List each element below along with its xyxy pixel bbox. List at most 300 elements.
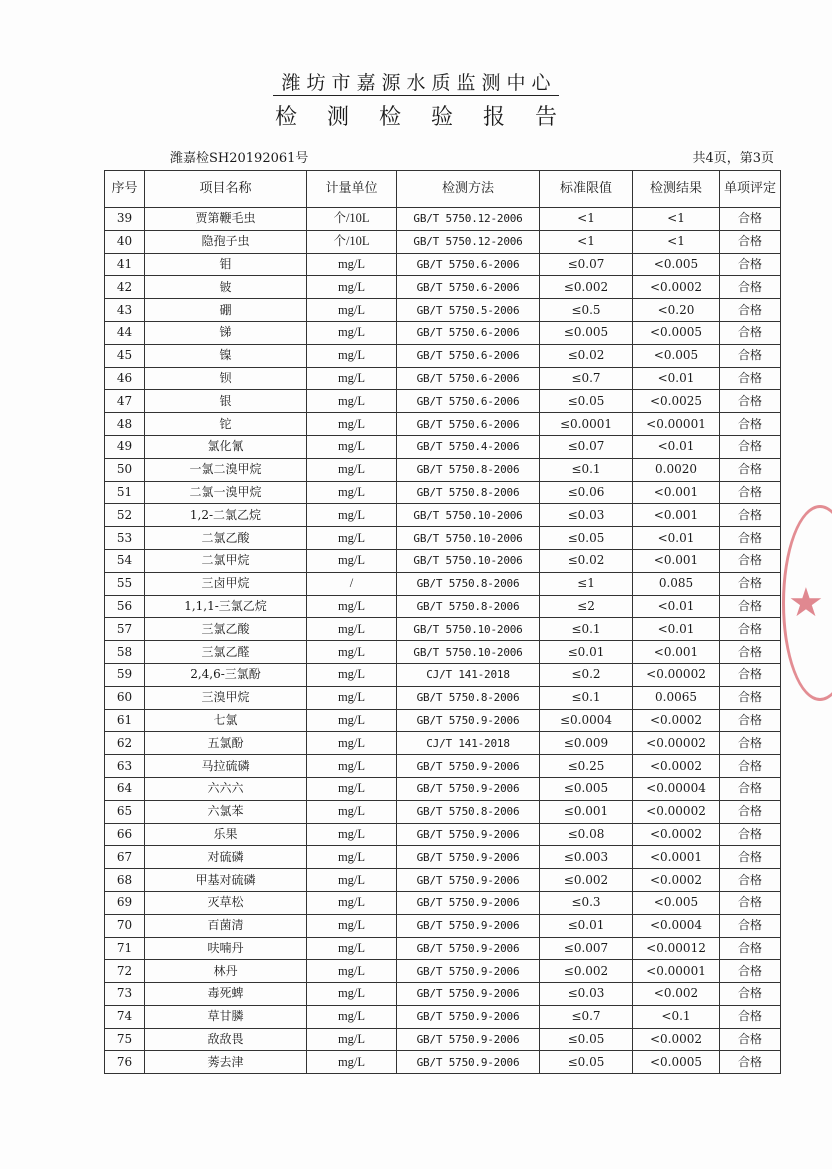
table-row <box>105 435 781 458</box>
cell-unit: mg/L <box>307 321 397 344</box>
cell-result: <0.00001 <box>633 960 720 983</box>
cell-item-name: 隐孢子虫 <box>145 230 307 253</box>
cell-index: 44 <box>105 321 145 344</box>
results-table <box>104 170 781 1074</box>
cell-result: 0.0065 <box>633 686 720 709</box>
cell-result: <0.0005 <box>633 321 720 344</box>
cell-item-name: 二氯乙酸 <box>145 527 307 550</box>
cell-item-name: 林丹 <box>145 960 307 983</box>
cell-item-name: 贾第鞭毛虫 <box>145 208 307 231</box>
cell-evaluation: 合格 <box>720 344 781 367</box>
table-row <box>105 709 781 732</box>
cell-limit: ≤0.02 <box>540 549 633 572</box>
page-info: 共4页，第3页 <box>692 151 774 166</box>
cell-item-name: 马拉硫磷 <box>145 755 307 778</box>
cell-index: 52 <box>105 504 145 527</box>
cell-limit: ≤0.003 <box>540 846 633 869</box>
cell-result: <1 <box>633 230 720 253</box>
col-header-item: 项目名称 <box>145 171 307 208</box>
cell-method: GB/T 5750.12-2006 <box>397 230 540 253</box>
cell-result: <0.005 <box>633 891 720 914</box>
cell-result: <0.0002 <box>633 823 720 846</box>
cell-result: <0.20 <box>633 299 720 322</box>
cell-limit: ≤0.1 <box>540 458 633 481</box>
cell-evaluation: 合格 <box>720 276 781 299</box>
cell-item-name: 硼 <box>145 299 307 322</box>
cell-method: GB/T 5750.10-2006 <box>397 504 540 527</box>
cell-limit: <1 <box>540 230 633 253</box>
cell-limit: ≤0.005 <box>540 321 633 344</box>
cell-method: GB/T 5750.6-2006 <box>397 344 540 367</box>
cell-item-name: 呋喃丹 <box>145 937 307 960</box>
cell-evaluation: 合格 <box>720 253 781 276</box>
cell-result: <0.0005 <box>633 1051 720 1074</box>
table-row <box>105 413 781 436</box>
cell-evaluation: 合格 <box>720 869 781 892</box>
cell-method: GB/T 5750.8-2006 <box>397 595 540 618</box>
cell-result: <0.005 <box>633 344 720 367</box>
cell-index: 45 <box>105 344 145 367</box>
table-row <box>105 572 781 595</box>
table-row <box>105 504 781 527</box>
cell-result: <0.0002 <box>633 755 720 778</box>
cell-method: GB/T 5750.9-2006 <box>397 1051 540 1074</box>
cell-item-name: 一氯二溴甲烷 <box>145 458 307 481</box>
table-row <box>105 1051 781 1074</box>
table-row <box>105 641 781 664</box>
cell-index: 75 <box>105 1028 145 1051</box>
cell-limit: ≤0.007 <box>540 937 633 960</box>
cell-index: 60 <box>105 686 145 709</box>
cell-evaluation: 合格 <box>720 960 781 983</box>
cell-item-name: 银 <box>145 390 307 413</box>
cell-index: 40 <box>105 230 145 253</box>
cell-evaluation: 合格 <box>720 937 781 960</box>
cell-evaluation: 合格 <box>720 663 781 686</box>
cell-unit: mg/L <box>307 755 397 778</box>
cell-unit: mg/L <box>307 823 397 846</box>
cell-item-name: 镍 <box>145 344 307 367</box>
cell-method: GB/T 5750.6-2006 <box>397 321 540 344</box>
cell-method: GB/T 5750.8-2006 <box>397 458 540 481</box>
cell-index: 54 <box>105 549 145 572</box>
cell-limit: ≤0.06 <box>540 481 633 504</box>
cell-method: GB/T 5750.9-2006 <box>397 983 540 1006</box>
table-body <box>105 208 781 1074</box>
cell-method: GB/T 5750.6-2006 <box>397 276 540 299</box>
table-row <box>105 299 781 322</box>
cell-item-name: 三卤甲烷 <box>145 572 307 595</box>
cell-item-name: 钡 <box>145 367 307 390</box>
table-row <box>105 732 781 755</box>
cell-method: GB/T 5750.8-2006 <box>397 572 540 595</box>
cell-index: 56 <box>105 595 145 618</box>
cell-item-name: 乐果 <box>145 823 307 846</box>
cell-evaluation: 合格 <box>720 549 781 572</box>
cell-limit: ≤0.03 <box>540 983 633 1006</box>
cell-index: 42 <box>105 276 145 299</box>
cell-result: <0.001 <box>633 504 720 527</box>
cell-unit: mg/L <box>307 435 397 458</box>
cell-index: 59 <box>105 663 145 686</box>
cell-item-name: 灭草松 <box>145 891 307 914</box>
cell-result: <0.0002 <box>633 276 720 299</box>
cell-unit: mg/L <box>307 641 397 664</box>
cell-unit: 个/10L <box>307 208 397 231</box>
cell-index: 67 <box>105 846 145 869</box>
cell-limit: ≤0.0001 <box>540 413 633 436</box>
table-row <box>105 686 781 709</box>
cell-unit: mg/L <box>307 1028 397 1051</box>
cell-method: GB/T 5750.10-2006 <box>397 549 540 572</box>
cell-evaluation: 合格 <box>720 1028 781 1051</box>
cell-method: GB/T 5750.9-2006 <box>397 846 540 869</box>
cell-index: 65 <box>105 800 145 823</box>
cell-unit: mg/L <box>307 458 397 481</box>
cell-item-name: 三溴甲烷 <box>145 686 307 709</box>
cell-evaluation: 合格 <box>720 823 781 846</box>
cell-evaluation: 合格 <box>720 983 781 1006</box>
cell-evaluation: 合格 <box>720 208 781 231</box>
cell-index: 70 <box>105 914 145 937</box>
cell-evaluation: 合格 <box>720 413 781 436</box>
cell-evaluation: 合格 <box>720 618 781 641</box>
cell-limit: ≤0.25 <box>540 755 633 778</box>
cell-item-name: 铍 <box>145 276 307 299</box>
table-row <box>105 527 781 550</box>
cell-evaluation: 合格 <box>720 299 781 322</box>
table-row <box>105 663 781 686</box>
cell-method: GB/T 5750.8-2006 <box>397 686 540 709</box>
cell-index: 76 <box>105 1051 145 1074</box>
cell-item-name: 三氯乙酸 <box>145 618 307 641</box>
cell-evaluation: 合格 <box>720 367 781 390</box>
cell-unit: mg/L <box>307 800 397 823</box>
cell-evaluation: 合格 <box>720 1005 781 1028</box>
cell-evaluation: 合格 <box>720 800 781 823</box>
cell-item-name: 敌敌畏 <box>145 1028 307 1051</box>
cell-limit: ≤0.009 <box>540 732 633 755</box>
report-title: 检测检验报告 <box>274 105 587 130</box>
cell-unit: mg/L <box>307 390 397 413</box>
table-row <box>105 253 781 276</box>
cell-item-name: 草甘膦 <box>145 1005 307 1028</box>
cell-result: <0.0002 <box>633 709 720 732</box>
cell-item-name: 钼 <box>145 253 307 276</box>
cell-method: GB/T 5750.9-2006 <box>397 777 540 800</box>
cell-unit: mg/L <box>307 777 397 800</box>
cell-evaluation: 合格 <box>720 914 781 937</box>
cell-index: 74 <box>105 1005 145 1028</box>
cell-index: 61 <box>105 709 145 732</box>
cell-method: GB/T 5750.9-2006 <box>397 755 540 778</box>
cell-method: GB/T 5750.9-2006 <box>397 869 540 892</box>
document-number: 潍嘉检SH20192061号 <box>170 151 309 166</box>
cell-result: <0.001 <box>633 481 720 504</box>
cell-result: <0.001 <box>633 549 720 572</box>
cell-unit: mg/L <box>307 504 397 527</box>
cell-limit: ≤0.3 <box>540 891 633 914</box>
table-row <box>105 458 781 481</box>
cell-method: GB/T 5750.6-2006 <box>397 253 540 276</box>
cell-method: GB/T 5750.6-2006 <box>397 413 540 436</box>
cell-limit: ≤0.02 <box>540 344 633 367</box>
cell-index: 58 <box>105 641 145 664</box>
cell-result: <0.01 <box>633 367 720 390</box>
cell-item-name: 三氯乙醛 <box>145 641 307 664</box>
cell-index: 69 <box>105 891 145 914</box>
cell-result: <0.1 <box>633 1005 720 1028</box>
table-row <box>105 1028 781 1051</box>
cell-item-name: 五氯酚 <box>145 732 307 755</box>
cell-method: GB/T 5750.10-2006 <box>397 527 540 550</box>
cell-method: GB/T 5750.9-2006 <box>397 891 540 914</box>
cell-result: 0.0020 <box>633 458 720 481</box>
cell-unit: mg/L <box>307 1051 397 1074</box>
cell-method: CJ/T 141-2018 <box>397 732 540 755</box>
cell-index: 49 <box>105 435 145 458</box>
table-row <box>105 321 781 344</box>
table-row <box>105 390 781 413</box>
cell-method: GB/T 5750.12-2006 <box>397 208 540 231</box>
cell-result: <0.005 <box>633 253 720 276</box>
cell-index: 43 <box>105 299 145 322</box>
cell-evaluation: 合格 <box>720 755 781 778</box>
table-row <box>105 1005 781 1028</box>
cell-index: 66 <box>105 823 145 846</box>
cell-index: 62 <box>105 732 145 755</box>
cell-index: 63 <box>105 755 145 778</box>
cell-limit: ≤0.03 <box>540 504 633 527</box>
col-header-unit: 计量单位 <box>307 171 397 208</box>
cell-evaluation: 合格 <box>720 230 781 253</box>
cell-index: 51 <box>105 481 145 504</box>
cell-item-name: 2,4,6-三氯酚 <box>145 663 307 686</box>
cell-method: GB/T 5750.9-2006 <box>397 937 540 960</box>
table-row <box>105 937 781 960</box>
cell-item-name: 1,1,1-三氯乙烷 <box>145 595 307 618</box>
cell-method: GB/T 5750.9-2006 <box>397 1005 540 1028</box>
cell-index: 41 <box>105 253 145 276</box>
cell-limit: ≤0.002 <box>540 869 633 892</box>
organization-name: 潍坊市嘉源水质监测中心 <box>0 68 832 95</box>
cell-evaluation: 合格 <box>720 458 781 481</box>
cell-unit: mg/L <box>307 1005 397 1028</box>
cell-result: <0.01 <box>633 435 720 458</box>
col-header-evaluation: 单项评定 <box>720 171 781 208</box>
cell-evaluation: 合格 <box>720 595 781 618</box>
cell-result: <0.002 <box>633 983 720 1006</box>
table-row <box>105 230 781 253</box>
cell-limit: ≤0.1 <box>540 686 633 709</box>
cell-index: 48 <box>105 413 145 436</box>
cell-evaluation: 合格 <box>720 572 781 595</box>
cell-method: GB/T 5750.9-2006 <box>397 709 540 732</box>
table-row <box>105 846 781 869</box>
cell-unit: mg/L <box>307 960 397 983</box>
cell-limit: ≤0.05 <box>540 1028 633 1051</box>
cell-evaluation: 合格 <box>720 527 781 550</box>
cell-index: 50 <box>105 458 145 481</box>
cell-result: <0.00004 <box>633 777 720 800</box>
cell-unit: mg/L <box>307 299 397 322</box>
cell-limit: ≤0.08 <box>540 823 633 846</box>
cell-unit: mg/L <box>307 891 397 914</box>
cell-unit: mg/L <box>307 686 397 709</box>
cell-unit: mg/L <box>307 549 397 572</box>
table-row <box>105 960 781 983</box>
cell-limit: ≤0.2 <box>540 663 633 686</box>
col-header-index: 序号 <box>105 171 145 208</box>
cell-result: <0.00002 <box>633 732 720 755</box>
cell-evaluation: 合格 <box>720 504 781 527</box>
cell-method: GB/T 5750.6-2006 <box>397 367 540 390</box>
cell-item-name: 毒死蜱 <box>145 983 307 1006</box>
cell-index: 39 <box>105 208 145 231</box>
cell-result: <0.0025 <box>633 390 720 413</box>
cell-item-name: 锑 <box>145 321 307 344</box>
cell-item-name: 二氯甲烷 <box>145 549 307 572</box>
cell-method: GB/T 5750.4-2006 <box>397 435 540 458</box>
cell-method: GB/T 5750.10-2006 <box>397 618 540 641</box>
cell-unit: mg/L <box>307 481 397 504</box>
cell-method: GB/T 5750.9-2006 <box>397 823 540 846</box>
cell-limit: ≤0.1 <box>540 618 633 641</box>
table-row <box>105 777 781 800</box>
cell-unit: 个/10L <box>307 230 397 253</box>
cell-limit: <1 <box>540 208 633 231</box>
cell-unit: mg/L <box>307 914 397 937</box>
cell-unit: mg/L <box>307 413 397 436</box>
cell-evaluation: 合格 <box>720 732 781 755</box>
cell-method: GB/T 5750.9-2006 <box>397 960 540 983</box>
cell-item-name: 对硫磷 <box>145 846 307 869</box>
cell-evaluation: 合格 <box>720 435 781 458</box>
cell-method: GB/T 5750.6-2006 <box>397 390 540 413</box>
cell-evaluation: 合格 <box>720 321 781 344</box>
cell-result: <0.00012 <box>633 937 720 960</box>
cell-result: <0.01 <box>633 527 720 550</box>
table-row <box>105 823 781 846</box>
cell-limit: ≤1 <box>540 572 633 595</box>
cell-unit: mg/L <box>307 663 397 686</box>
cell-item-name: 六六六 <box>145 777 307 800</box>
cell-limit: ≤0.001 <box>540 800 633 823</box>
table-row <box>105 800 781 823</box>
cell-unit: mg/L <box>307 846 397 869</box>
cell-limit: ≤0.05 <box>540 1051 633 1074</box>
cell-evaluation: 合格 <box>720 686 781 709</box>
cell-result: <0.00002 <box>633 663 720 686</box>
cell-unit: mg/L <box>307 344 397 367</box>
cell-unit: mg/L <box>307 595 397 618</box>
cell-index: 73 <box>105 983 145 1006</box>
table-row <box>105 869 781 892</box>
cell-method: GB/T 5750.5-2006 <box>397 299 540 322</box>
cell-unit: mg/L <box>307 732 397 755</box>
cell-limit: ≤0.05 <box>540 390 633 413</box>
stamp-mark-icon: ★ <box>788 580 824 626</box>
cell-method: GB/T 5750.8-2006 <box>397 481 540 504</box>
table-row <box>105 595 781 618</box>
cell-unit: mg/L <box>307 367 397 390</box>
cell-index: 53 <box>105 527 145 550</box>
cell-result: <0.01 <box>633 595 720 618</box>
cell-item-name: 莠去津 <box>145 1051 307 1074</box>
cell-limit: ≤0.005 <box>540 777 633 800</box>
cell-limit: ≤0.5 <box>540 299 633 322</box>
cell-item-name: 1,2-二氯乙烷 <box>145 504 307 527</box>
cell-evaluation: 合格 <box>720 1051 781 1074</box>
cell-unit: mg/L <box>307 709 397 732</box>
cell-result: 0.085 <box>633 572 720 595</box>
cell-limit: ≤0.002 <box>540 276 633 299</box>
table-row <box>105 983 781 1006</box>
cell-result: <0.0001 <box>633 846 720 869</box>
cell-index: 46 <box>105 367 145 390</box>
cell-item-name: 氯化氰 <box>145 435 307 458</box>
cell-limit: ≤0.05 <box>540 527 633 550</box>
cell-result: <0.00001 <box>633 413 720 436</box>
cell-limit: ≤0.002 <box>540 960 633 983</box>
cell-result: <1 <box>633 208 720 231</box>
cell-result: <0.0002 <box>633 869 720 892</box>
cell-item-name: 七氯 <box>145 709 307 732</box>
cell-limit: ≤0.07 <box>540 435 633 458</box>
cell-index: 68 <box>105 869 145 892</box>
cell-result: <0.00002 <box>633 800 720 823</box>
cell-evaluation: 合格 <box>720 846 781 869</box>
table-row <box>105 891 781 914</box>
cell-evaluation: 合格 <box>720 709 781 732</box>
cell-unit: mg/L <box>307 983 397 1006</box>
cell-limit: ≤0.7 <box>540 367 633 390</box>
cell-limit: ≤0.7 <box>540 1005 633 1028</box>
cell-method: GB/T 5750.10-2006 <box>397 641 540 664</box>
cell-unit: mg/L <box>307 618 397 641</box>
cell-index: 57 <box>105 618 145 641</box>
table-row <box>105 367 781 390</box>
cell-item-name: 二氯一溴甲烷 <box>145 481 307 504</box>
cell-item-name: 甲基对硫磷 <box>145 869 307 892</box>
cell-item-name: 百菌清 <box>145 914 307 937</box>
cell-evaluation: 合格 <box>720 641 781 664</box>
cell-method: GB/T 5750.9-2006 <box>397 1028 540 1051</box>
col-header-method: 检测方法 <box>397 171 540 208</box>
cell-item-name: 铊 <box>145 413 307 436</box>
cell-limit: ≤0.01 <box>540 641 633 664</box>
table-row <box>105 344 781 367</box>
cell-result: <0.0002 <box>633 1028 720 1051</box>
cell-item-name: 六氯苯 <box>145 800 307 823</box>
cell-limit: ≤0.0004 <box>540 709 633 732</box>
cell-index: 55 <box>105 572 145 595</box>
cell-unit: mg/L <box>307 527 397 550</box>
cell-evaluation: 合格 <box>720 481 781 504</box>
cell-result: <0.001 <box>633 641 720 664</box>
cell-result: <0.01 <box>633 618 720 641</box>
table-row <box>105 549 781 572</box>
table-row <box>105 208 781 231</box>
cell-index: 47 <box>105 390 145 413</box>
cell-result: <0.0004 <box>633 914 720 937</box>
cell-method: CJ/T 141-2018 <box>397 663 540 686</box>
table-header-row <box>105 171 781 208</box>
table-row <box>105 276 781 299</box>
cell-limit: ≤2 <box>540 595 633 618</box>
cell-method: GB/T 5750.8-2006 <box>397 800 540 823</box>
cell-evaluation: 合格 <box>720 891 781 914</box>
